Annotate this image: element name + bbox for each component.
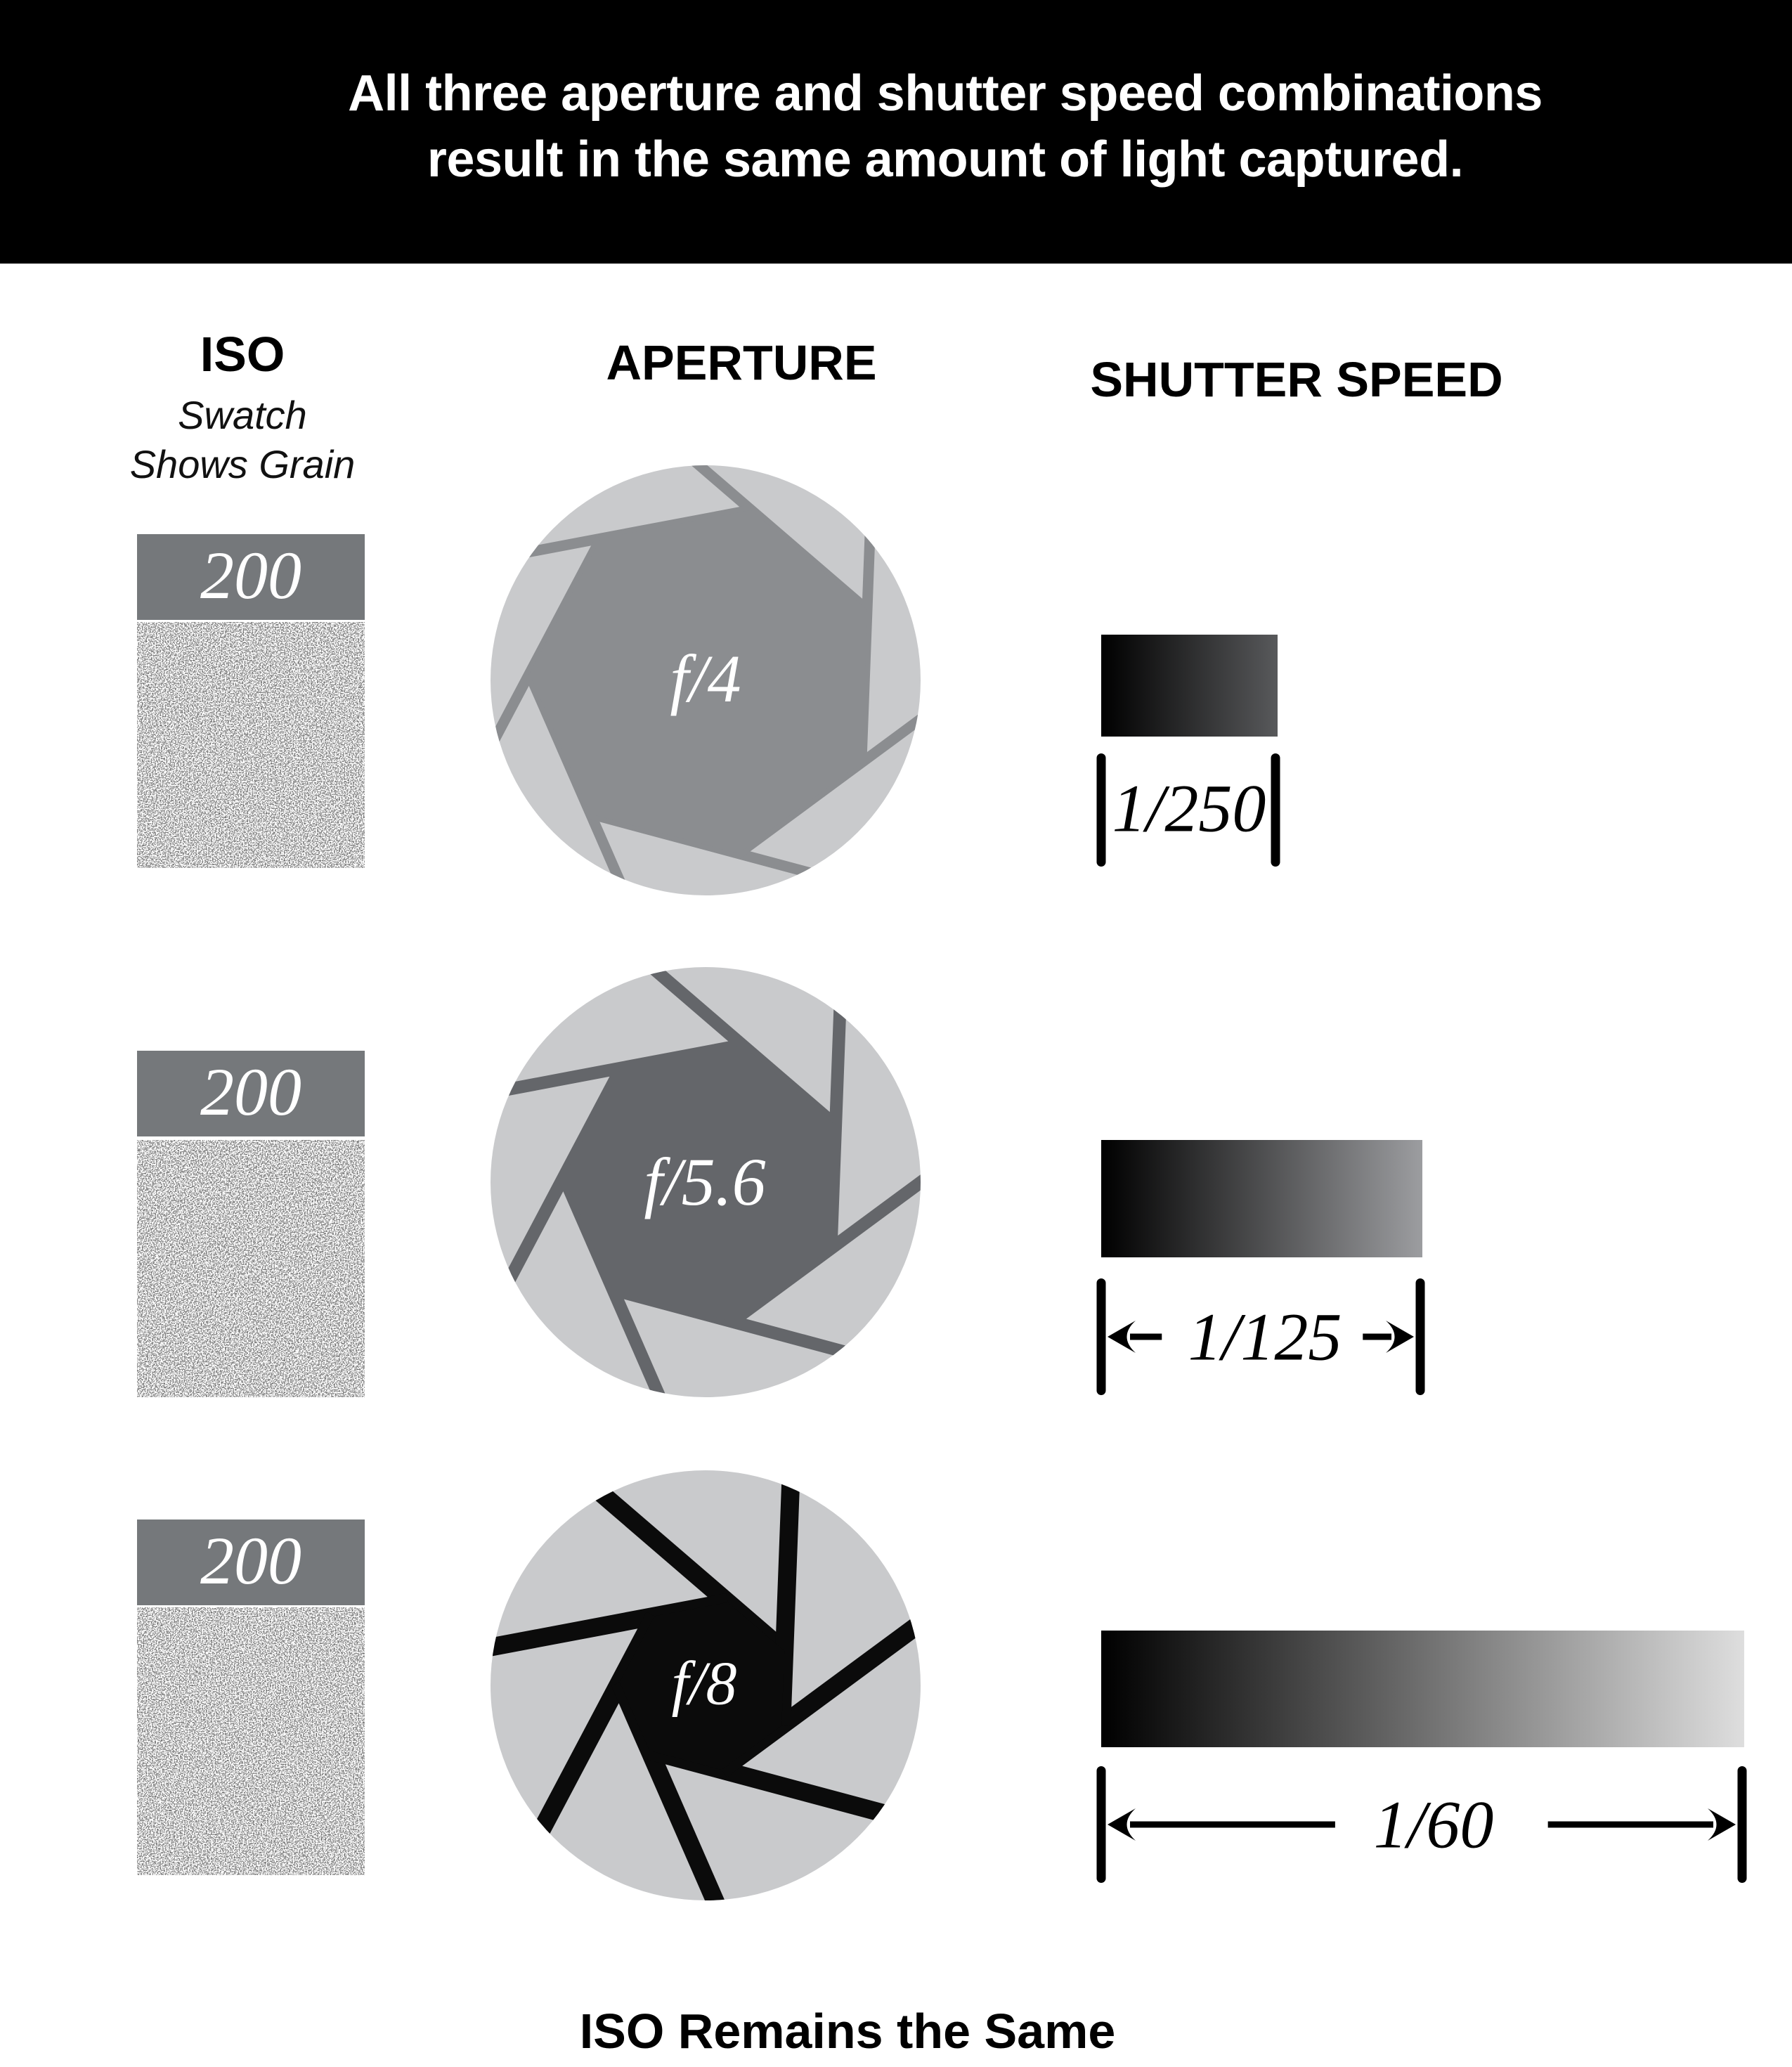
iso-subtitle-line-1: Swatch [178, 393, 307, 437]
title-banner [0, 0, 1792, 264]
column-header-iso: ISO [200, 327, 285, 382]
iso-value: 200 [200, 538, 301, 613]
shutter-speed-value: 1/250 [1112, 770, 1266, 846]
shutter-speed-value: 1/60 [1373, 1787, 1494, 1862]
iso-value: 200 [200, 1523, 301, 1598]
banner-title-line-1: All three aperture and shutter speed combinations [348, 65, 1543, 122]
shutter-duration-bar [1101, 1140, 1422, 1257]
iso-value: 200 [200, 1054, 301, 1129]
aperture-f-number: f/8 [671, 1650, 737, 1718]
iso-subtitle [67, 391, 418, 489]
iso-swatch-band [137, 1051, 365, 1136]
aperture-f-number: f/5.6 [644, 1144, 766, 1220]
banner-title [0, 60, 1792, 193]
film-grain-texture [137, 1140, 365, 1397]
iso-swatch-band [137, 534, 365, 620]
iso-subtitle-line-2: Shows Grain [129, 442, 356, 486]
column-header-shutter-speed: SHUTTER SPEED [1090, 352, 1503, 407]
shutter-duration-bar [1101, 1631, 1744, 1747]
column-header-aperture: APERTURE [606, 335, 877, 390]
shutter-duration-bar [1101, 635, 1278, 737]
footer-caption: ISO Remains the Same [579, 2004, 1116, 2059]
shutter-speed-value: 1/125 [1188, 1299, 1342, 1375]
film-grain-texture [137, 622, 365, 868]
film-grain-texture [137, 1607, 365, 1875]
banner-title-line-2: result in the same amount of light captured. [427, 131, 1464, 188]
iso-swatch-band [137, 1520, 365, 1605]
aperture-f-number: f/4 [670, 641, 741, 717]
